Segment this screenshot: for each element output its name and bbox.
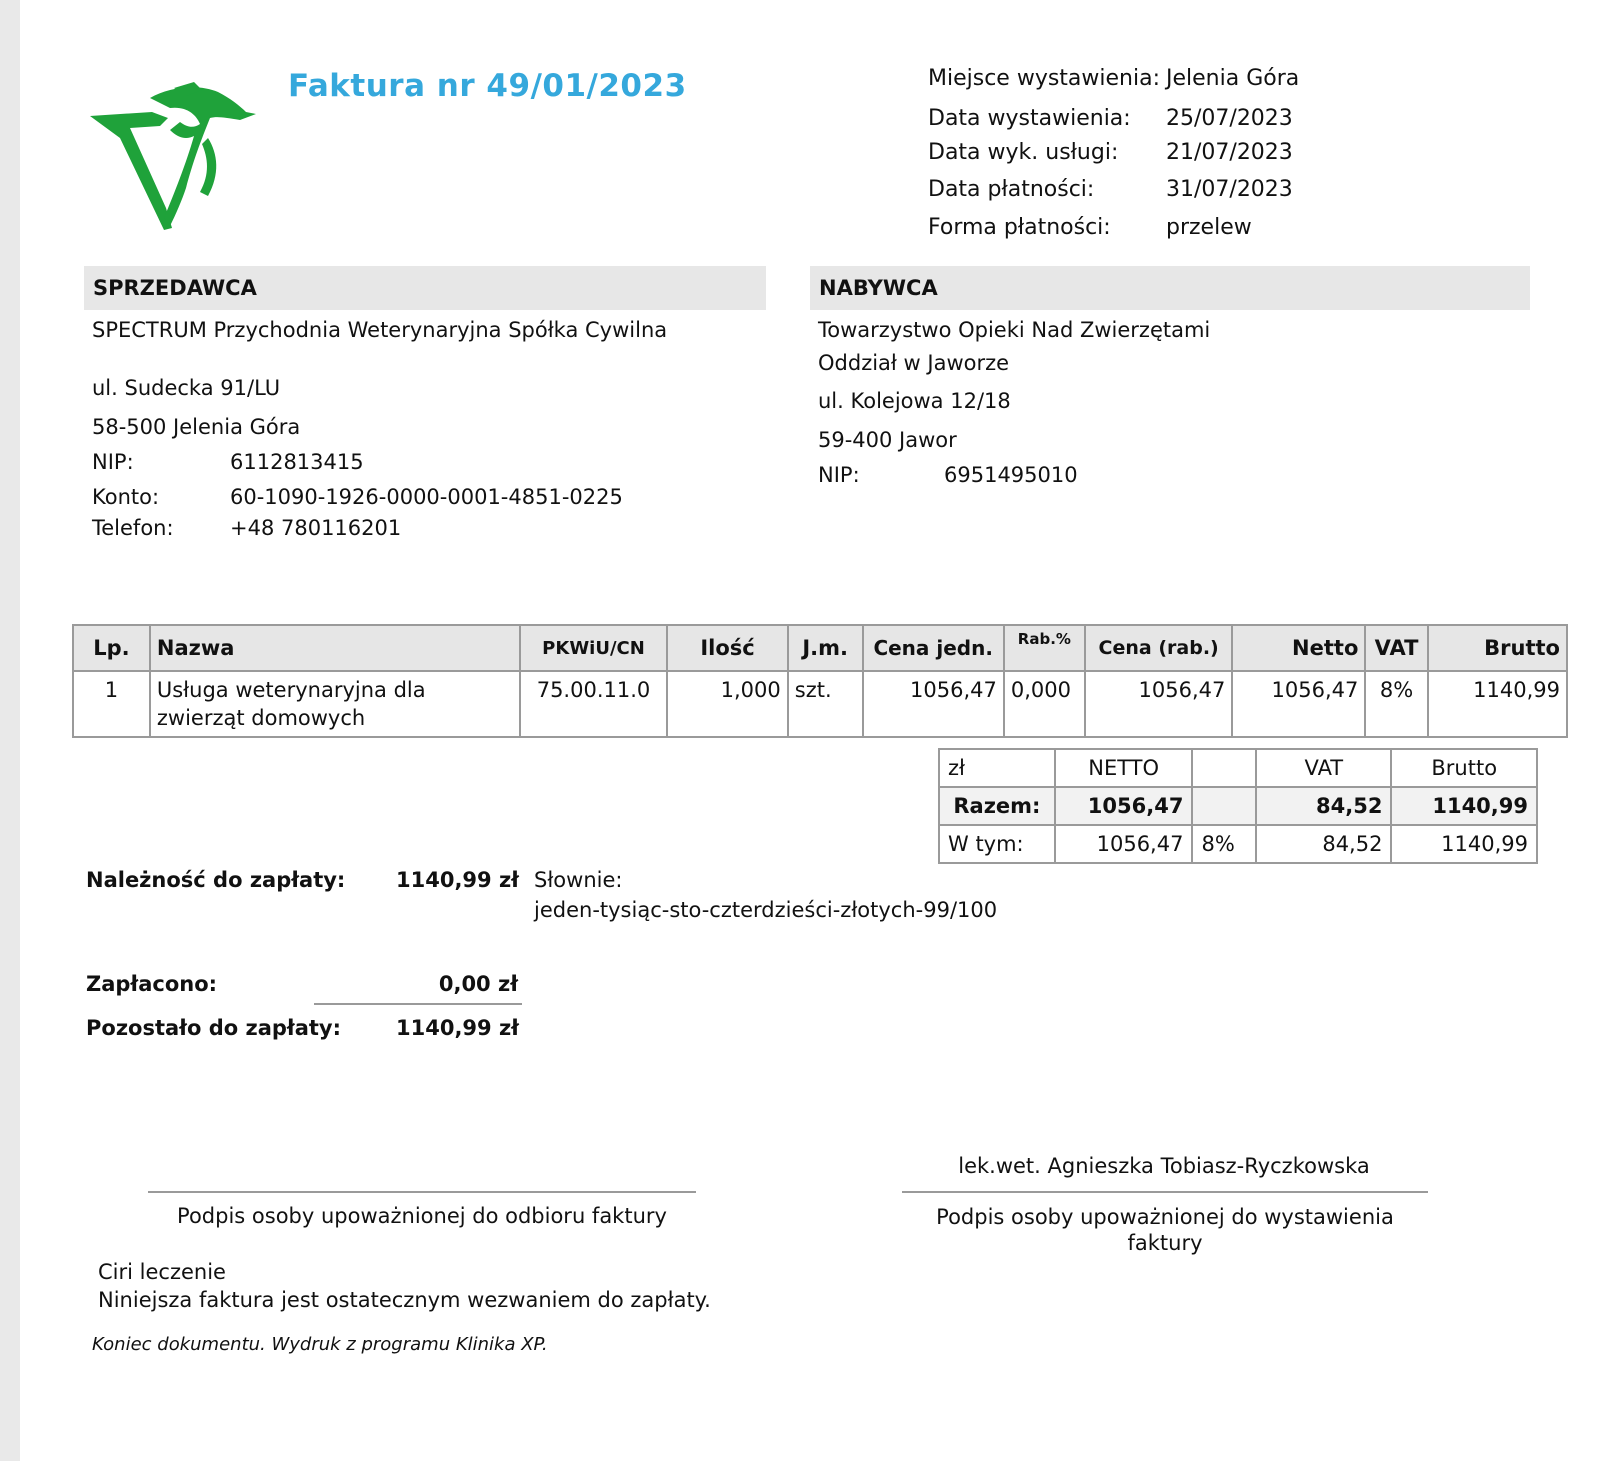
- amount-due-label: Należność do zapłaty:: [86, 868, 346, 892]
- seller-city: 58-500 Jelenia Góra: [92, 415, 301, 439]
- cell-name: [150, 671, 520, 737]
- cell-gross: 1140,99: [1428, 671, 1567, 737]
- totals-incl-label: W tym:: [939, 825, 1055, 863]
- totals-vat-header: VAT: [1256, 749, 1391, 787]
- meta-label: Data płatności:: [928, 177, 1095, 202]
- invoice-page: [20, 0, 1600, 1461]
- col-header-gross: Brutto: [1428, 625, 1567, 671]
- amount-due-value: 1140,99 zł: [396, 868, 519, 892]
- seller-account: 60-1090-1926-0000-0001-4851-0225: [230, 485, 623, 509]
- seller-name: SPECTRUM Przychodnia Weterynaryjna Spółka Cywilna: [92, 318, 668, 342]
- totals-incl-net: 1056,47: [1055, 825, 1193, 863]
- paid-divider: [314, 1003, 522, 1005]
- meta-value: 31/07/2023: [1166, 177, 1293, 202]
- totals-net-header: NETTO: [1055, 749, 1193, 787]
- meta-value: Jelenia Góra: [1166, 66, 1300, 91]
- cell-unit: szt.: [788, 671, 863, 737]
- totals-sum-net: 1056,47: [1055, 787, 1193, 825]
- note-line2: Niniejsza faktura jest ostatecznym wezwaniem do zapłaty.: [98, 1288, 711, 1312]
- seller-nip-label: NIP:: [92, 450, 134, 474]
- col-header-pkwiu: PKWiU/CN: [520, 625, 668, 671]
- seller-heading: SPRZEDAWCA: [84, 266, 766, 310]
- clinic-logo: [90, 78, 260, 233]
- items-header-row: [73, 625, 1567, 671]
- seller-account-label: Konto:: [92, 485, 160, 509]
- document-footer: Koniec dokumentu. Wydruk z programu Klinika XP.: [92, 1334, 548, 1355]
- seller-phone-label: Telefon:: [92, 516, 174, 540]
- paid-label: Zapłacono:: [86, 972, 218, 996]
- col-header-vat: VAT: [1365, 625, 1427, 671]
- totals-sum-vat: 84,52: [1256, 787, 1391, 825]
- invoice-title: Faktura nr 49/01/2023: [288, 68, 687, 104]
- meta-label: Miejsce wystawienia:: [928, 66, 1160, 91]
- cell-unit-price: 1056,47: [863, 671, 1004, 737]
- totals-header-row: [939, 749, 1537, 787]
- totals-currency: zł: [939, 749, 1055, 787]
- col-header-lp: Lp.: [73, 625, 150, 671]
- issuer-caption-line2: faktury: [1127, 1231, 1203, 1255]
- col-header-net: Netto: [1232, 625, 1365, 671]
- seller-phone: +48 780116201: [230, 516, 402, 540]
- totals-sum-row: [939, 787, 1537, 825]
- col-header-name: Nazwa: [150, 625, 520, 671]
- buyer-name: Towarzystwo Opieki Nad Zwierzętami: [818, 318, 1211, 342]
- totals-sum-gross: 1140,99: [1391, 787, 1537, 825]
- totals-sum-rate: [1192, 787, 1256, 825]
- issuer-signature-line: [902, 1191, 1428, 1193]
- amount-words-label: Słownie:: [534, 868, 623, 892]
- remaining-label: Pozostało do zapłaty:: [86, 1016, 341, 1040]
- paid-value: 0,00 zł: [438, 972, 518, 996]
- issuer-caption-line1: Podpis osoby upoważnionej do wystawienia: [936, 1205, 1394, 1229]
- totals-incl-vat: 84,52: [1256, 825, 1391, 863]
- totals-gross-header: Brutto: [1391, 749, 1537, 787]
- totals-incl-gross: 1140,99: [1391, 825, 1537, 863]
- receiver-signature-caption: Podpis osoby upoważnionej do odbioru faktury: [177, 1204, 667, 1228]
- buyer-heading: NABYWCA: [810, 266, 1530, 310]
- col-header-discount: Rab.%: [1004, 625, 1085, 671]
- meta-value: przelew: [1166, 215, 1252, 240]
- issuer-name: lek.wet. Agnieszka Tobiasz-Ryczkowska: [958, 1154, 1370, 1178]
- receiver-signature-line: [148, 1191, 696, 1193]
- totals-rate-header: [1192, 749, 1256, 787]
- cell-disc-price: 1056,47: [1085, 671, 1233, 737]
- col-header-disc-price: Cena (rab.): [1085, 625, 1233, 671]
- buyer-street: ul. Kolejowa 12/18: [818, 389, 1011, 413]
- amount-words-value: jeden-tysiąc-sto-czterdzieści-złotych-99/100: [534, 898, 998, 922]
- meta-value: 21/07/2023: [1166, 140, 1293, 165]
- cell-discount: 0,000: [1004, 671, 1085, 737]
- buyer-nip: 6951495010: [944, 463, 1078, 487]
- seller-street: ul. Sudecka 91/LU: [92, 376, 281, 400]
- issuer-signature-caption: [902, 1204, 1428, 1256]
- meta-label: Data wystawienia:: [928, 106, 1131, 131]
- items-table: [72, 624, 1568, 738]
- col-header-qty: Ilość: [667, 625, 788, 671]
- totals-table: [938, 748, 1538, 864]
- buyer-city: 59-400 Jawor: [818, 428, 957, 452]
- meta-value: 25/07/2023: [1166, 106, 1293, 131]
- cell-qty: 1,000: [667, 671, 788, 737]
- meta-label: Forma płatności:: [928, 215, 1111, 240]
- buyer-nip-label: NIP:: [818, 463, 860, 487]
- totals-sum-label: Razem:: [939, 787, 1055, 825]
- cell-net: 1056,47: [1232, 671, 1365, 737]
- cell-name-line1: Usługa weterynaryjna dla: [156, 678, 426, 702]
- cell-pkwiu: 75.00.11.0: [520, 671, 668, 737]
- buyer-branch: Oddział w Jaworze: [818, 351, 1010, 375]
- remaining-value: 1140,99 zł: [396, 1016, 519, 1040]
- cell-name-line2: zwierząt domowych: [156, 706, 366, 730]
- totals-incl-rate: 8%: [1192, 825, 1256, 863]
- cell-vat: 8%: [1365, 671, 1427, 737]
- col-header-unit: J.m.: [788, 625, 863, 671]
- meta-label: Data wyk. usługi:: [928, 140, 1119, 165]
- totals-incl-row: [939, 825, 1537, 863]
- col-header-unit-price: Cena jedn.: [863, 625, 1004, 671]
- note-line1: Ciri leczenie: [98, 1260, 226, 1284]
- table-row: [73, 671, 1567, 737]
- seller-nip: 6112813415: [230, 450, 364, 474]
- cell-lp: 1: [73, 671, 150, 737]
